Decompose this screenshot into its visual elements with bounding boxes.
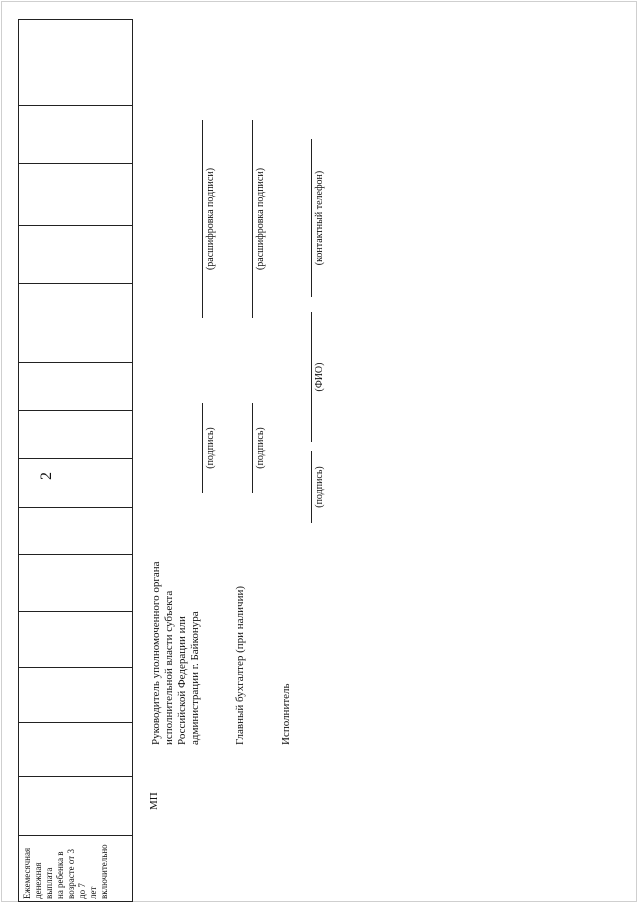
executor-signature-line[interactable]	[311, 451, 312, 523]
head-decoding-line[interactable]	[202, 120, 203, 318]
payment-table	[18, 19, 133, 902]
chief-decoding-caption: (расшифровка подписи)	[255, 167, 266, 271]
executor-name-caption: (ФИО)	[314, 362, 325, 392]
chief-signature-line[interactable]	[252, 403, 253, 493]
row-label-line: на ребенка в	[55, 851, 65, 899]
table-cell[interactable]	[19, 105, 133, 163]
table-cell[interactable]	[19, 555, 133, 612]
row-label-line: Ежемесячная	[22, 847, 32, 899]
row-label-line: лет включительно	[88, 844, 109, 899]
row-label-cell	[19, 836, 133, 902]
executor-label: Исполнитель	[280, 683, 292, 745]
table-row	[19, 20, 133, 902]
chief-signature-caption: (подпись)	[255, 427, 266, 469]
table-cell[interactable]	[19, 508, 133, 555]
head-decoding-caption: (расшифровка подписи)	[205, 167, 216, 271]
table-cell[interactable]	[19, 362, 133, 410]
table-cell[interactable]	[19, 668, 133, 722]
table-cell[interactable]	[19, 410, 133, 458]
executor-signature-caption: (подпись)	[314, 466, 325, 508]
head-title-line: администрации г. Байконура	[189, 611, 201, 745]
row-label-line: денежная выплата	[33, 862, 54, 899]
table-cell[interactable]	[19, 226, 133, 284]
table-cell[interactable]	[19, 611, 133, 668]
page-number: 2	[38, 472, 55, 480]
table-cell[interactable]	[19, 20, 133, 106]
table-cell[interactable]	[19, 458, 133, 507]
executor-phone-line[interactable]	[311, 139, 312, 297]
stamp-mark: МП	[148, 792, 160, 810]
table-cell[interactable]	[19, 722, 133, 776]
head-title-line: исполнительной власти субъекта	[163, 590, 175, 745]
chief-decoding-line[interactable]	[252, 120, 253, 318]
head-signature-line[interactable]	[202, 403, 203, 493]
table-cell[interactable]	[19, 163, 133, 226]
head-title-line: Руководитель уполномоченного органа	[150, 561, 162, 745]
executor-phone-caption: (контактный телефон)	[314, 170, 325, 266]
table-cell[interactable]	[19, 777, 133, 836]
head-title-line: Российской Федерации или	[176, 616, 188, 745]
executor-name-line[interactable]	[311, 312, 312, 442]
chief-accountant-label: Главный бухгалтер (при наличии)	[234, 585, 246, 745]
row-label-line: возрасте от 3 до 7	[66, 849, 87, 899]
head-signature-caption: (подпись)	[205, 427, 216, 469]
table-cell[interactable]	[19, 284, 133, 363]
